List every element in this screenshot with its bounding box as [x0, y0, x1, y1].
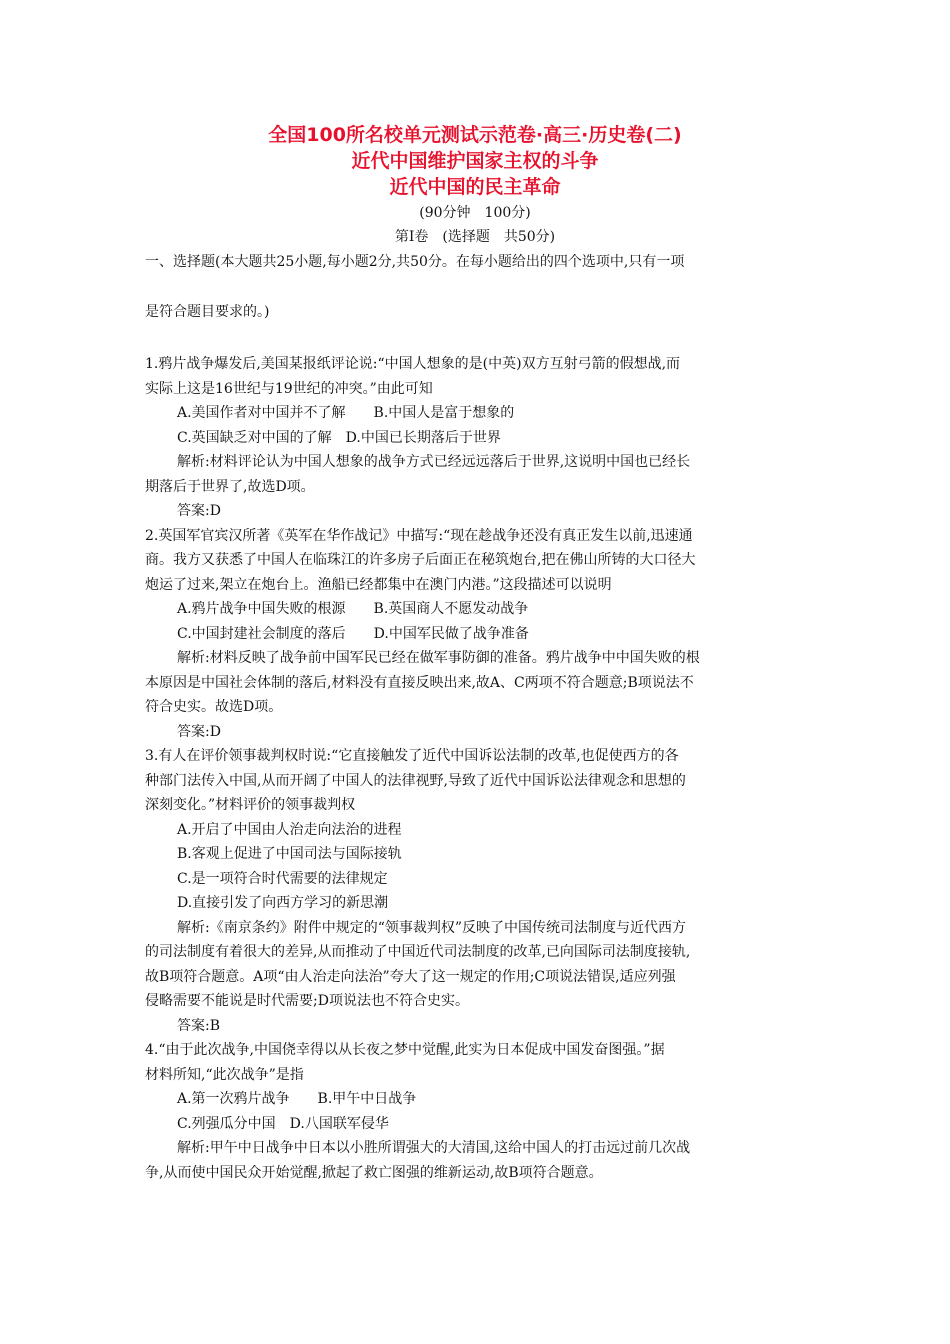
answer: 答案:B [177, 1017, 221, 1034]
exam-subtitle-1: 近代中国维护国家主权的斗争 [351, 150, 599, 172]
option-line: A.鸦片战争中国失败的根源 B.英国商人不愿发动战争 [177, 601, 529, 617]
analysis-line: 侵略需要不能说是时代需要;D项说法也不符合史实。 [145, 993, 469, 1009]
question-2 [145, 524, 810, 745]
analysis-line: 解析:《南京条约》附件中规定的“领事裁判权”反映了中国传统司法制度与近代西方 [177, 919, 687, 936]
instructions-line-1: 一、选择题(本大题共25小题,每小题2分,共50分。在每小题给出的四个选项中,只有一项 [145, 254, 685, 270]
question-3 [145, 744, 810, 1038]
question-4 [145, 1038, 810, 1185]
analysis-line: 解析:材料反映了战争前中国军民已经在做军事防御的准备。鸦片战争中中国失败的根 [177, 650, 700, 666]
question-stem-line: 4.“由于此次战争,中国侥幸得以从长夜之梦中觉醒,此实为日本促成中国发奋图强。”据 [145, 1042, 665, 1058]
question-stem-line: 材料所知,“此次战争”是指 [145, 1066, 304, 1083]
analysis-line: 解析:甲午中日战争中日本以小胜所谓强大的大清国,这给中国人的打击远过前几次战 [177, 1140, 691, 1156]
instructions-line-2: 是符合题目要求的。) [145, 303, 270, 320]
question-stem-line: 实际上这是16世纪与19世纪的冲突。”由此可知 [145, 380, 433, 397]
time-score: (90分钟 100分) [419, 205, 531, 221]
analysis-line: 故B项符合题意。A项“由人治走向法治”夸大了这一规定的作用;C项说法错误,适应列强 [145, 968, 676, 985]
option-line: C.是一项符合时代需要的法律规定 [177, 870, 388, 887]
option-line: D.直接引发了向西方学习的新思潮 [177, 895, 389, 911]
option-line: A.第一次鸦片战争 B.甲午中日战争 [177, 1091, 417, 1107]
option-line: B.客观上促进了中国司法与国际接轨 [177, 846, 402, 862]
analysis-line: 的司法制度有着很大的差异,从而推动了中国近代司法制度的改革,已向国际司法制度接轨, [145, 944, 691, 960]
question-stem-line: 商。我方又获悉了中国人在临珠江的许多房子后面正在秘筑炮台,把在佛山所铸的大口径大 [145, 552, 696, 568]
section-label: 第Ⅰ卷 (选择题 共50分) [394, 229, 556, 245]
exam-title: 全国100所名校单元测试示范卷·高三·历史卷(二) [268, 124, 682, 146]
question-stem-line: 1.鸦片战争爆发后,美国某报纸评论说:“中国人想象的是(中英)双方互射弓箭的假想战,而 [145, 356, 681, 372]
exam-header [0, 122, 950, 249]
analysis-line: 解析:材料评论认为中国人想象的战争方式已经远远落后于世界,这说明中国也已经长 [177, 454, 691, 470]
section-instructions [145, 250, 810, 324]
question-list [145, 352, 810, 1185]
option-line: A.开启了中国由人治走向法治的进程 [177, 821, 402, 838]
option-line: C.列强瓜分中国 D.八国联军侵华 [177, 1115, 389, 1132]
question-stem-line: 炮运了过来,架立在炮台上。渔船已经都集中在澳门内港。”这段描述可以说明 [145, 576, 612, 593]
answer: 答案:D [177, 723, 221, 740]
exam-subtitle-2: 近代中国的民主革命 [389, 176, 561, 198]
option-line: C.中国封建社会制度的落后 D.中国军民做了战争准备 [177, 625, 529, 642]
question-stem-line: 3.有人在评价领事裁判权时说:“它直接触发了近代中国诉讼法制的改革,也促使西方的各 [145, 748, 679, 764]
analysis-line: 符合史实。故选D项。 [145, 699, 283, 715]
question-1 [145, 352, 810, 524]
analysis-line: 本原因是中国社会体制的落后,材料没有直接反映出来,故A、C两项不符合题意;B项说法不 [145, 674, 694, 691]
question-stem-line: 种部门法传入中国,从而开阔了中国人的法律视野,导致了近代中国诉讼法律观念和思想的 [145, 772, 686, 789]
analysis-line: 争,从而使中国民众开始觉醒,掀起了救亡图强的维新运动,故B项符合题意。 [145, 1164, 603, 1181]
question-stem-line: 深刻变化。”材料评价的领事裁判权 [145, 797, 356, 813]
analysis-line: 期落后于世界了,故选D项。 [145, 478, 315, 495]
answer: 答案:D [177, 503, 221, 519]
question-stem-line: 2.英国军官宾汉所著《英军在华作战记》中描写:“现在趁战争还没有真正发生以前,迅速通 [145, 527, 693, 544]
option-line: A.美国作者对中国并不了解 B.中国人是富于想象的 [177, 405, 515, 421]
option-line: C.英国缺乏对中国的了解 D.中国已长期落后于世界 [177, 429, 501, 446]
